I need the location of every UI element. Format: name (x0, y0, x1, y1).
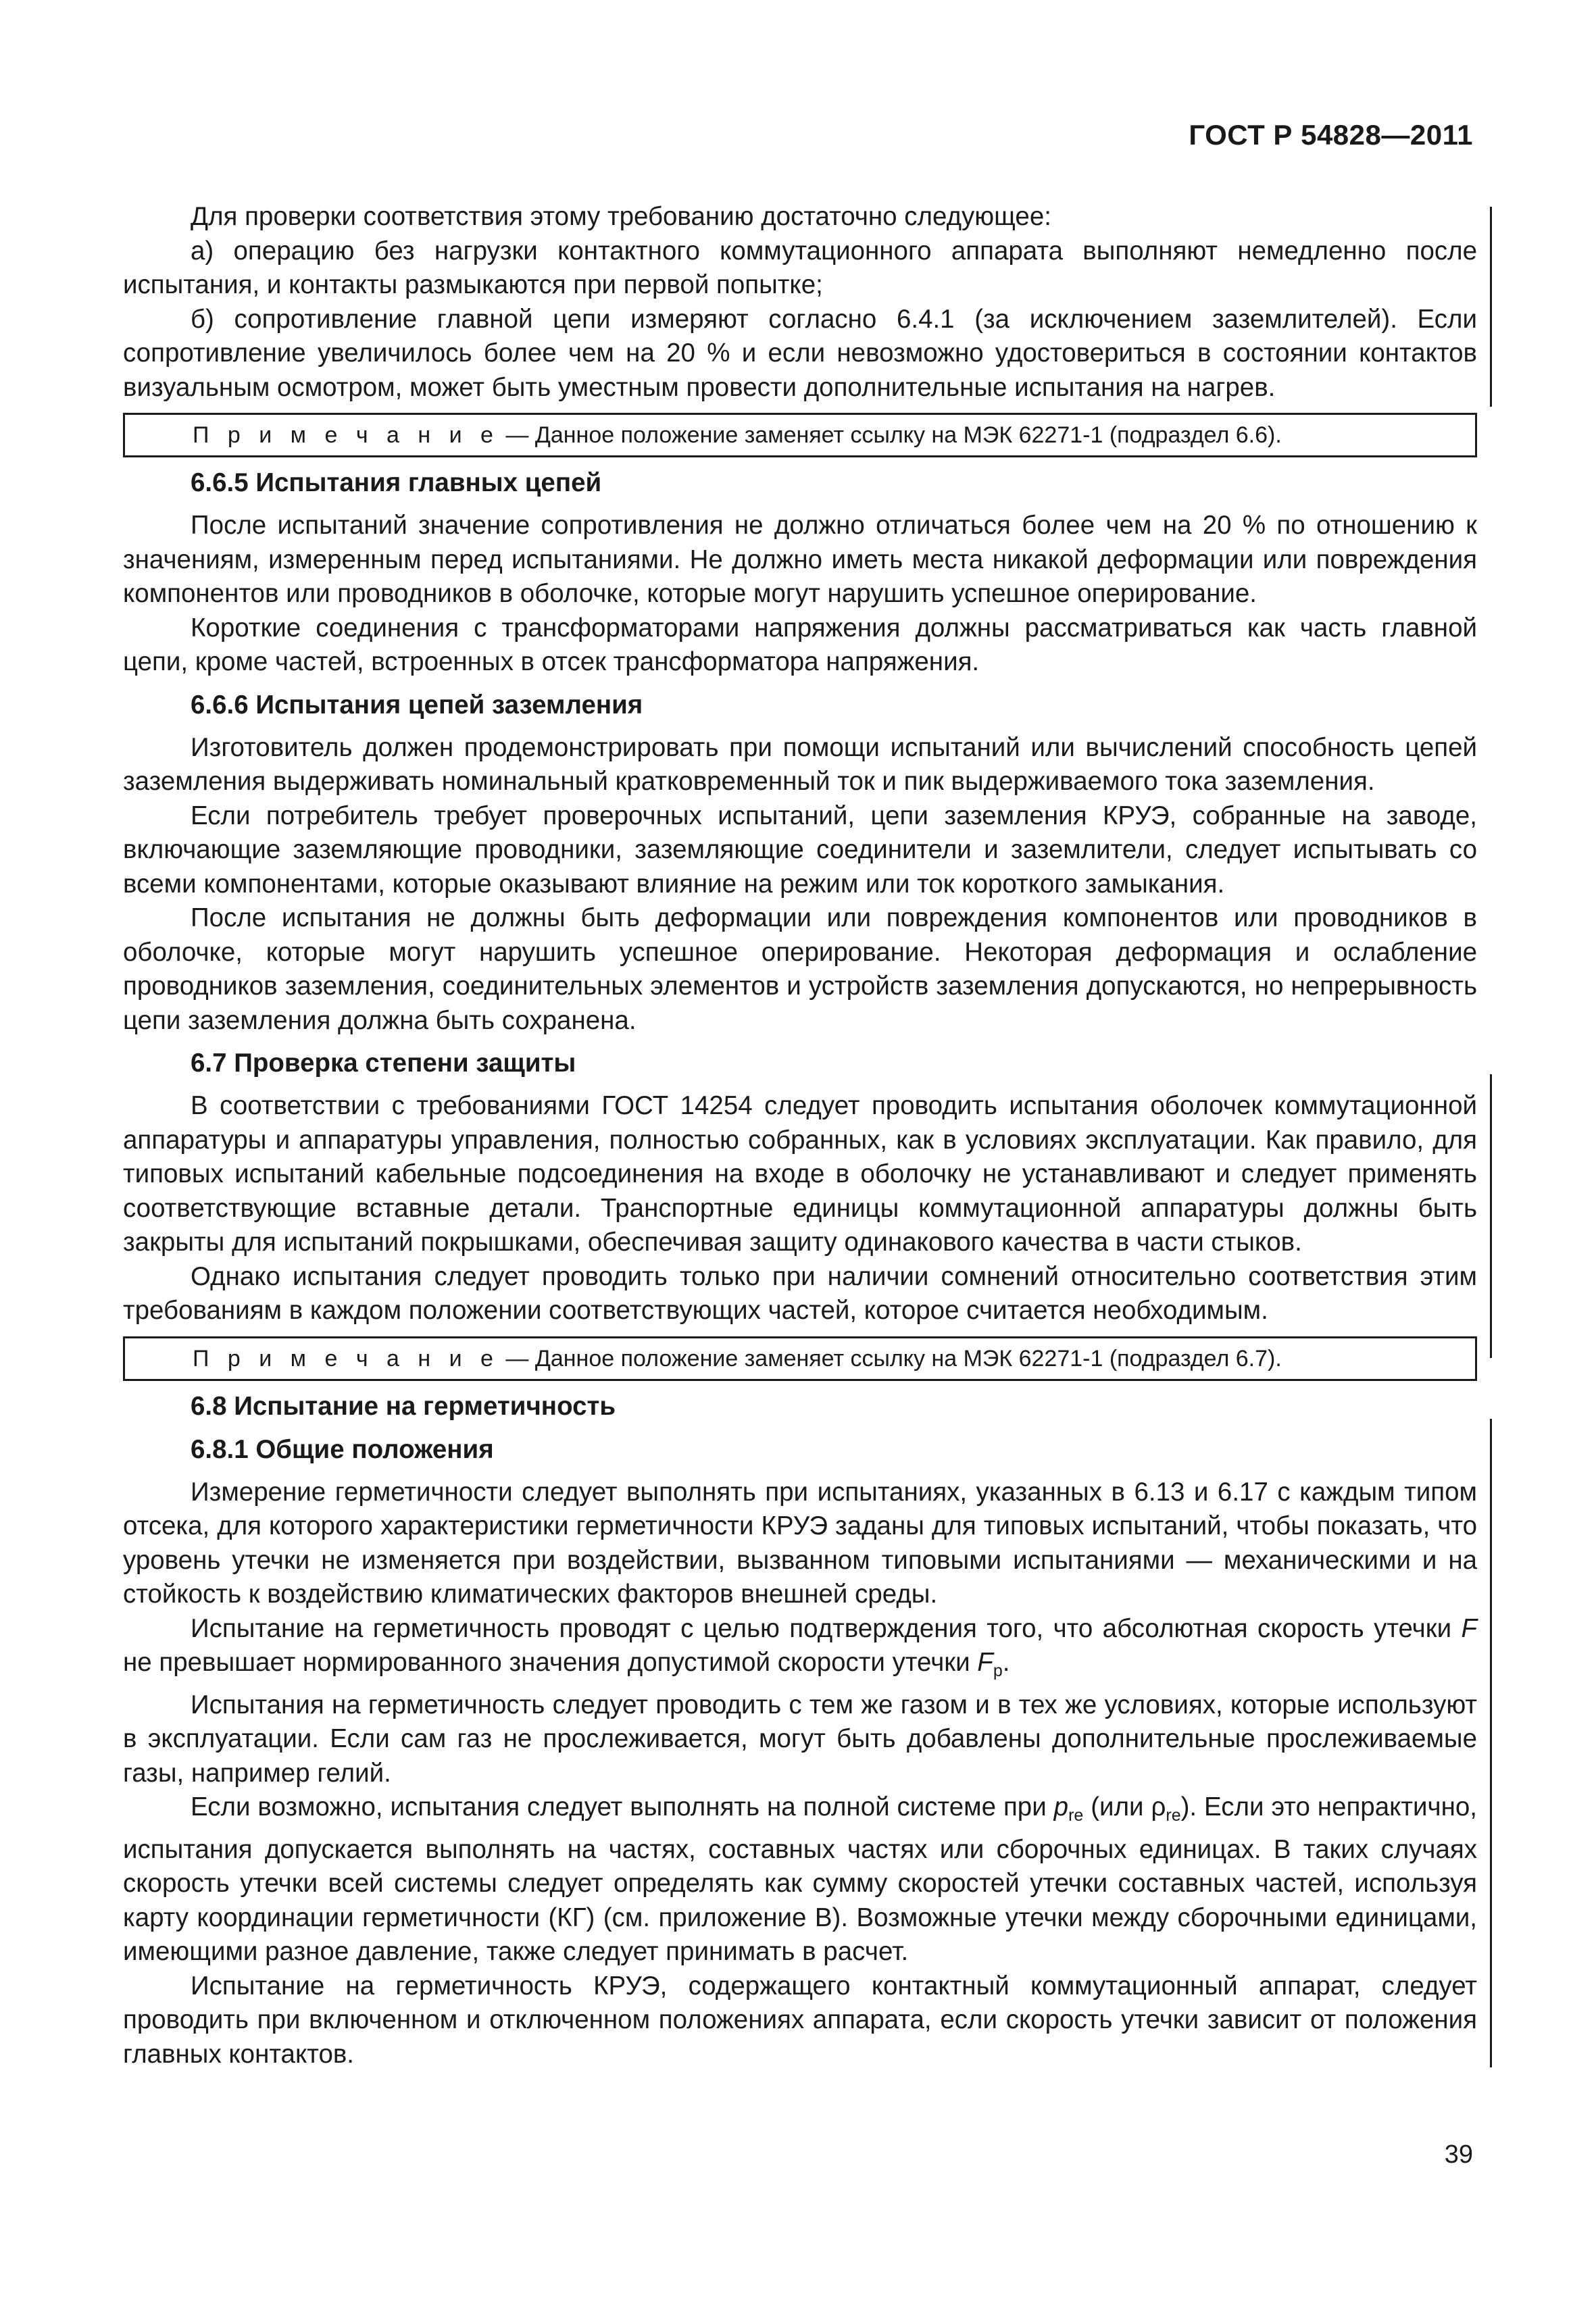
paragraph: В соответствии с требованиями ГОСТ 14254 следует проводить испытания оболочек коммутационной аппаратуры и аппаратуры управления, полностью собранных, как в условиях эксплуатации. Как правило, для типовых испытаний кабельные подсоединения на входе в оболочку не устанавливают и следует применять соответствующие вставные детали. Транспортные единицы коммутационной аппаратуры должны быть закрыты для испытаний покрышками, обеспечивая защиту одинакового качества в части стыков. (123, 1091, 1477, 1257)
section-heading: 6.8 Испытание на герметичность (191, 1391, 616, 1421)
note-label: П р и м е ч а н и е (193, 422, 499, 448)
paragraph: Для проверки соответствия этому требованию достаточно следующее: (191, 202, 1051, 231)
paragraph: Испытание на герметичность КРУЭ, содержащего контактный коммутационный аппарат, следует проводить при включенном и отключенном положениях аппарата, если скорость утечки зависит от положения главных контактов. (123, 1971, 1477, 2069)
note-text: — Данное положение заменяет ссылку на МЭК 62271-1 (подраздел 6.6). (499, 422, 1282, 448)
document-body (123, 200, 1477, 2071)
paragraph: Испытания на герметичность следует проводить с тем же газом и в тех же условиях, которые используют в эксплуатации. Если сам газ не прослеживается, могут быть добавлены дополнительные прослеживаемые газы, например гелий. (123, 1690, 1477, 1788)
variable-p: p (1053, 1792, 1069, 1821)
paragraph-pressure (123, 1790, 1477, 1969)
paragraph: После испытаний значение сопротивления не должно отличаться более чем на 20 % по отношению к значениям, измеренным перед испытаниями. Не должно иметь места никакой деформации или повреждения компонентов или проводников в оболочке, которые могут нарушить успешное оперирование. (123, 511, 1477, 608)
note-box (123, 413, 1477, 457)
variable-f: F (1461, 1613, 1477, 1643)
section-heading: 6.6.5 Испытания главных цепей (191, 468, 602, 497)
text-run: . (1002, 1648, 1010, 1677)
text-run: (или (1083, 1792, 1151, 1821)
note-label: П р и м е ч а н и е (193, 1345, 499, 1372)
document-code: ГОСТ Р 54828—2011 (1189, 119, 1473, 151)
paragraph: Однако испытания следует проводить только при наличии сомнений относительно соответствия этим требованиям в каждом положении соответствующих частей, которое считается необходимым. (123, 1261, 1477, 1325)
page-number: 39 (1444, 2140, 1473, 2169)
subscript: re (1166, 1806, 1181, 1825)
text-run: Испытание на герметичность проводят с целью подтверждения того, что абсолютная скорость утечки (191, 1613, 1462, 1643)
paragraph: Если потребитель требует проверочных испытаний, цепи заземления КРУЭ, собранные на заводе, включающие заземляющие проводники, заземляющие соединители и заземлители, следует испытывать со всеми компонентами, которые оказывают влияние на режим или ток короткого замыкания. (123, 801, 1477, 899)
note-text: — Данное положение заменяет ссылку на МЭК 62271-1 (подраздел 6.7). (499, 1345, 1282, 1372)
note-box (123, 1336, 1477, 1381)
section-heading: 6.7 Проверка степени защиты (191, 1049, 576, 1078)
paragraph: Измерение герметичности следует выполнять при испытаниях, указанных в 6.13 и 6.17 с каждым типом отсека, для которого характеристики герметичности КРУЭ заданы для типовых испытаний, чтобы показать, что уровень утечки не изменяется при воздействии, вызванном типовыми испытаниями — механическими и на стойкость к воздействию климатических факторов внешней среды. (123, 1477, 1477, 1609)
variable-fp: F (977, 1648, 993, 1677)
revision-bar (1490, 207, 1492, 407)
subsection-heading: 6.8.1 Общие положения (191, 1434, 494, 1464)
paragraph: После испытания не должны быть деформации или повреждения компонентов или проводников в оболочке, которые могут нарушить успешное оперирование. Некоторая деформация и ослабление проводников заземления, соединительных элементов и устройств заземления допускаются, но непрерывность цепи заземления должна быть сохранена. (123, 903, 1477, 1035)
paragraph: б) сопротивление главной цепи измеряют согласно 6.4.1 (за исключением заземлителей). Если сопротивление увеличилось более чем на 20 % и если невозможно удостовериться в состоянии контактов визуальным осмотром, может быть уместным провести дополнительные испытания на нагрев. (123, 304, 1477, 402)
section-heading: 6.6.6 Испытания цепей заземления (191, 690, 643, 720)
subscript: re (1068, 1806, 1084, 1825)
text-run: ). Если это непрактично, испытания допускается выполнять на частях, составных частях или сборочных единицах. В таких случаях скорость утечки всей системы следует определять как сумму скоростей утечки составных частей, используя карту координации герметичности (КГ) (см. приложение В). Возможные утечки между сборочными единицами, имеющими разное давление, также следует принимать в расчет. (123, 1792, 1477, 1966)
paragraph: Изготовитель должен продемонстрировать при помощи испытаний или вычислений способность цепей заземления выдерживать номинальный кратковременный ток и пик выдерживаемого тока заземления. (123, 732, 1477, 796)
text-run: не превышает нормированного значения допустимой скорости утечки (123, 1648, 978, 1677)
text-run: Если возможно, испытания следует выполнять на полной системе при (191, 1792, 1054, 1821)
revision-bar (1490, 1074, 1492, 1358)
paragraph: Короткие соединения с трансформаторами напряжения должны рассматриваться как часть главной цепи, кроме частей, встроенных в отсек трансформатора напряжения. (123, 613, 1477, 676)
revision-bar (1490, 1419, 1492, 2067)
paragraph: а) операцию без нагрузки контактного коммутационного аппарата выполняют немедленно после испытания, и контакты размыкаются при первой попытке; (123, 236, 1477, 299)
subscript: p (993, 1661, 1003, 1680)
variable-rho: ρ (1151, 1792, 1166, 1821)
paragraph-leak-rate (123, 1612, 1477, 1688)
